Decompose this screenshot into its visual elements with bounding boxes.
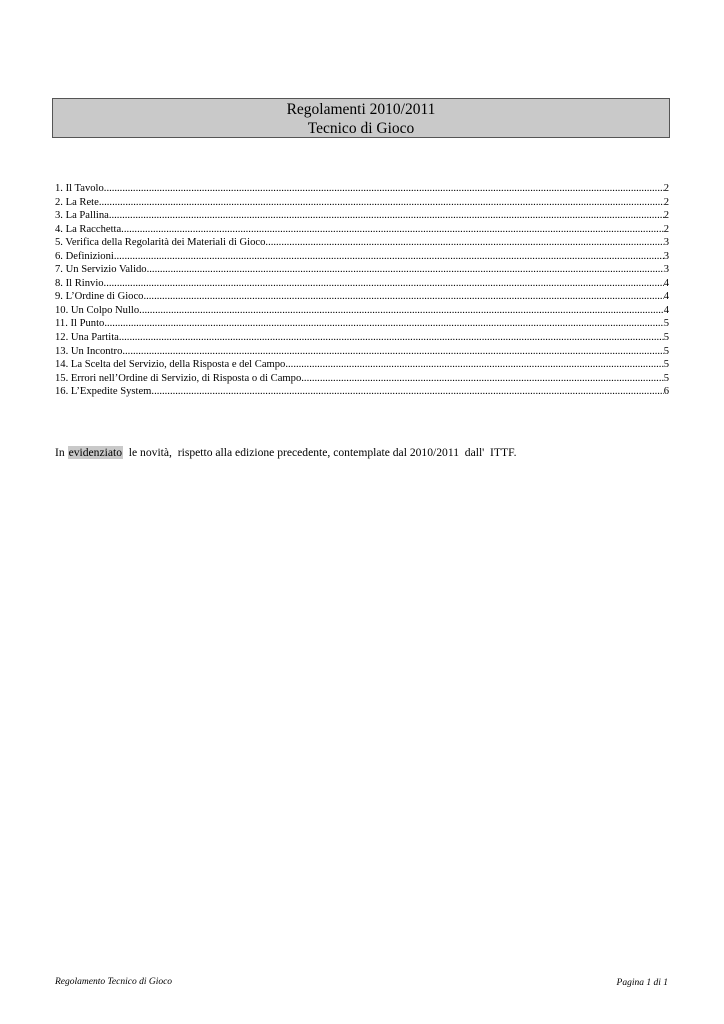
toc-entry[interactable]: [55, 250, 669, 264]
toc-entry[interactable]: [55, 317, 669, 331]
toc-dot-leader: [146, 290, 664, 304]
toc-entry[interactable]: [55, 209, 669, 223]
document-title-box: [52, 98, 670, 138]
toc-entry[interactable]: [55, 290, 669, 304]
footer-title: Regolamento Tecnico di Gioco: [55, 977, 173, 987]
toc-entry-page: 5: [663, 372, 669, 384]
toc-entry-label: 10. Un Colpo Nullo.: [55, 304, 142, 316]
toc-entry[interactable]: [55, 263, 669, 277]
toc-entry-page: 4: [663, 304, 669, 316]
toc-entry[interactable]: [55, 331, 669, 345]
toc-entry-page: 3: [663, 237, 669, 249]
toc-entry-label: 2. La Rete.: [55, 196, 102, 208]
toc-entry[interactable]: [55, 304, 669, 318]
toc-dot-leader: [142, 304, 664, 318]
toc-entry-page: 4: [663, 277, 669, 289]
toc-dot-leader: [124, 223, 664, 237]
toc-entry-page: 5: [663, 359, 669, 371]
toc-entry-page: 6: [663, 386, 669, 398]
document-title-line1: Regolamenti 2010/2011: [286, 101, 436, 118]
toc-entry[interactable]: [55, 236, 669, 250]
toc-entry-page: 2: [663, 210, 669, 222]
toc-entry-label: 3. La Pallina.: [55, 210, 112, 222]
toc-dot-leader: [101, 196, 663, 210]
toc-entry-label: 4. La Racchetta.: [55, 223, 124, 235]
toc-dot-leader: [106, 182, 663, 196]
toc-entry[interactable]: [55, 196, 669, 210]
toc-entry-page: 5: [663, 345, 669, 357]
toc-dot-leader: [304, 372, 664, 386]
toc-entry[interactable]: [55, 358, 669, 372]
toc-entry-page: 3: [663, 264, 669, 276]
toc-dot-leader: [107, 317, 664, 331]
toc-dot-leader: [149, 263, 663, 277]
note-suffix: le novità, rispetto alla edizione precedente, contemplate dal 2010/2011 dall' ITTF.: [123, 446, 517, 459]
toc-entry-label: 1. Il Tavolo.: [55, 183, 107, 194]
toc-entry-page: 3: [663, 250, 669, 262]
toc-dot-leader: [288, 358, 664, 372]
toc-entry-label: 13. Un Incontro.: [55, 345, 126, 357]
toc-entry[interactable]: [55, 223, 669, 237]
note-prefix: In: [55, 446, 68, 459]
toc-entry-page: 5: [663, 318, 669, 330]
table-of-contents: [55, 182, 669, 399]
toc-entry[interactable]: [55, 385, 669, 399]
toc-entry-label: 5. Verifica della Regolarità dei Materiali di Gioco.: [55, 237, 269, 249]
highlight-note: [55, 446, 517, 459]
toc-dot-leader: [106, 277, 663, 291]
toc-entry-label: 12. Una Partita.: [55, 332, 122, 344]
toc-dot-leader: [268, 236, 664, 250]
toc-entry[interactable]: [55, 345, 669, 359]
toc-entry-label: 14. La Scelta del Servizio, della Risposta e del Campo.: [55, 359, 289, 371]
toc-dot-leader: [112, 209, 664, 223]
toc-entry-label: 15. Errori nell’Ordine di Servizio, di Risposta o di Campo.: [55, 372, 304, 384]
toc-dot-leader: [117, 250, 664, 264]
toc-entry-label: 6. Definizioni.: [55, 250, 117, 262]
toc-entry-label: 9. L’Ordine di Gioco.: [55, 291, 147, 303]
footer-page-number: Pagina 1 di 1: [616, 978, 668, 988]
toc-entry-page: 5: [663, 332, 669, 344]
toc-entry-label: 11. Il Punto.: [55, 318, 107, 330]
toc-entry[interactable]: [55, 277, 669, 291]
toc-entry-page: 2: [663, 196, 669, 208]
toc-entry[interactable]: [55, 182, 669, 196]
toc-entry[interactable]: [55, 372, 669, 386]
toc-entry-page: 2: [663, 223, 669, 235]
toc-dot-leader: [125, 345, 664, 359]
toc-dot-leader: [154, 385, 664, 399]
note-highlight: evidenziato: [68, 446, 122, 459]
toc-entry-page: 4: [663, 291, 669, 303]
toc-dot-leader: [122, 331, 664, 345]
toc-entry-page: 2: [663, 183, 669, 194]
toc-entry-label: 8. Il Rinvio.: [55, 277, 107, 289]
toc-entry-label: 16. L’Expedite System.: [55, 386, 155, 398]
toc-entry-label: 7. Un Servizio Valido.: [55, 264, 150, 276]
document-title-line2: Tecnico di Gioco: [307, 120, 415, 137]
